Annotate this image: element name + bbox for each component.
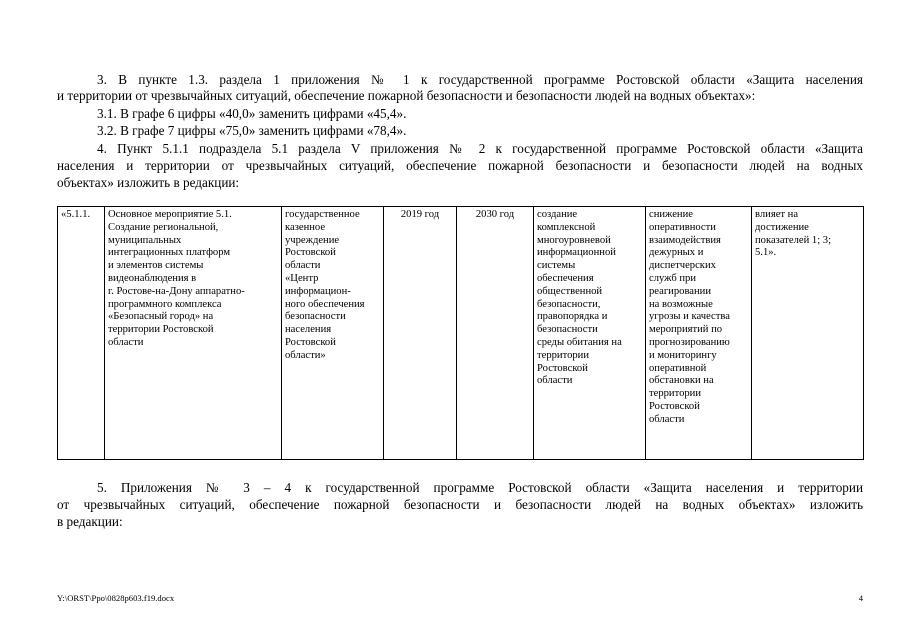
cell-line: территории (649, 388, 702, 400)
cell-line: «Центр (285, 272, 319, 284)
cell-line: 2019 год (400, 209, 440, 220)
cell-line: системы (537, 260, 576, 272)
paragraph-3-line-1: 3. В пункте 1.3. раздела 1 приложения № 1 к государственной программе Ростовской области «Защита населения (97, 72, 863, 87)
cell-line: казенное (285, 221, 326, 233)
cell-executor (282, 207, 384, 460)
cell-line: снижение (649, 209, 693, 220)
cell-line: мероприятий по (649, 324, 723, 336)
paragraph-4-line-1: 4. Пункт 5.1.1 подраздела 5.1 раздела V приложения № 2 к государственной программе Ростовской области «Защита (97, 141, 863, 156)
cell-line: Ростовской (285, 247, 336, 259)
cell-line: области (108, 336, 144, 348)
cell-line: на возможные (649, 298, 713, 310)
cell-line: учреждение (285, 234, 340, 246)
cell-line: государственное (285, 209, 360, 220)
cell-line: служб при (649, 272, 696, 284)
cell-consequences (646, 207, 752, 460)
cell-line: создание (537, 209, 578, 220)
paragraph-5-line-2: от чрезвычайных ситуаций, обеспечение пожарной безопасности и безопасности людей на водных объектах» изложить (57, 497, 863, 512)
cell-line: информационной (537, 247, 616, 259)
paragraph-3-1: 3.1. В графе 6 цифры «40,0» заменить цифрами «45,4». (97, 106, 407, 121)
cell-expected-result (534, 207, 646, 460)
paragraph-4-line-3: объектах» изложить в редакции: (57, 175, 240, 190)
cell-line: среды обитания на (537, 336, 622, 348)
cell-item-number (58, 207, 105, 460)
cell-line: области (649, 413, 685, 425)
cell-line: 2030 год (475, 209, 515, 220)
cell-line: общественной (537, 285, 603, 297)
cell-line: видеонаблюдения в (108, 272, 197, 284)
cell-line: Создание региональной, (108, 221, 219, 233)
cell-line: и элементов системы (108, 260, 204, 272)
cell-line: Ростовской (649, 400, 700, 412)
cell-line: влияет на (755, 209, 799, 220)
cell-line: угрозы и качества (649, 311, 730, 323)
file-path: Y:\ORST\Ppo\0828p603.f19.docx (57, 593, 175, 603)
paragraph-4-line-2: населения и территории от чрезвычайных ситуаций, обеспечение пожарной безопасности и безопасности людей на водных (57, 158, 863, 173)
cell-line: информацион- (285, 285, 351, 297)
cell-line: области (285, 260, 321, 272)
measures-table (57, 206, 864, 460)
paragraph-5-line-3: в редакции: (57, 514, 123, 529)
cell-line: Ростовской (285, 336, 336, 348)
table-row (58, 207, 864, 460)
cell-line: оперативности (649, 221, 716, 233)
cell-line: «5.1.1. (61, 209, 91, 220)
cell-line: территории (537, 349, 590, 361)
cell-line: многоуровневой (537, 234, 611, 246)
cell-line: дежурных и (649, 247, 704, 259)
cell-line: оперативной (649, 362, 707, 374)
cell-line: комплексной (537, 221, 596, 233)
cell-line: интеграционных платформ (108, 247, 231, 259)
cell-line: диспетчерских (649, 260, 716, 272)
cell-measure-name (105, 207, 282, 460)
cell-line: программного комплекса (108, 298, 222, 310)
cell-line: безопасности (537, 324, 598, 336)
cell-line: муниципальных (108, 234, 182, 246)
page-number: 4 (858, 593, 863, 603)
cell-line: правопорядка и (537, 311, 608, 323)
cell-line: прогнозированию (649, 336, 730, 348)
cell-line: ного обеспечения (285, 298, 365, 310)
cell-line: безопасности, (537, 298, 601, 310)
cell-line: Ростовской (537, 362, 588, 374)
cell-end-year (457, 207, 534, 460)
cell-start-year (384, 207, 457, 460)
cell-line: территории Ростовской (108, 324, 214, 336)
cell-line: 5.1». (755, 247, 777, 259)
paragraph-3-line-2: и территории от чрезвычайных ситуаций, обеспечение пожарной безопасности и безопасности людей на водных объектах»: (57, 88, 756, 103)
cell-line: Основное мероприятие 5.1. (108, 209, 232, 220)
paragraph-3-2: 3.2. В графе 7 цифры «75,0» заменить цифрами «78,4». (97, 123, 407, 138)
cell-line: реагировании (649, 285, 712, 297)
cell-line: взаимодействия (649, 234, 721, 246)
cell-line: и мониторингу (649, 349, 717, 361)
cell-line: области» (285, 349, 326, 361)
cell-indicators-link (752, 207, 864, 460)
cell-line: достижение (755, 221, 809, 233)
cell-line: обстановки на (649, 375, 714, 387)
cell-line: области (537, 375, 573, 387)
cell-line: населения (285, 324, 332, 336)
cell-line: обеспечения (537, 272, 594, 284)
paragraph-5-line-1: 5. Приложения № 3 – 4 к государственной программе Ростовской области «Защита населения и территории (97, 480, 863, 495)
cell-line: г. Ростове-на-Дону аппаратно- (108, 285, 245, 297)
cell-line: показателей 1; 3; (755, 234, 832, 246)
cell-line: безопасности (285, 311, 346, 323)
cell-line: «Безопасный город» на (108, 311, 214, 323)
